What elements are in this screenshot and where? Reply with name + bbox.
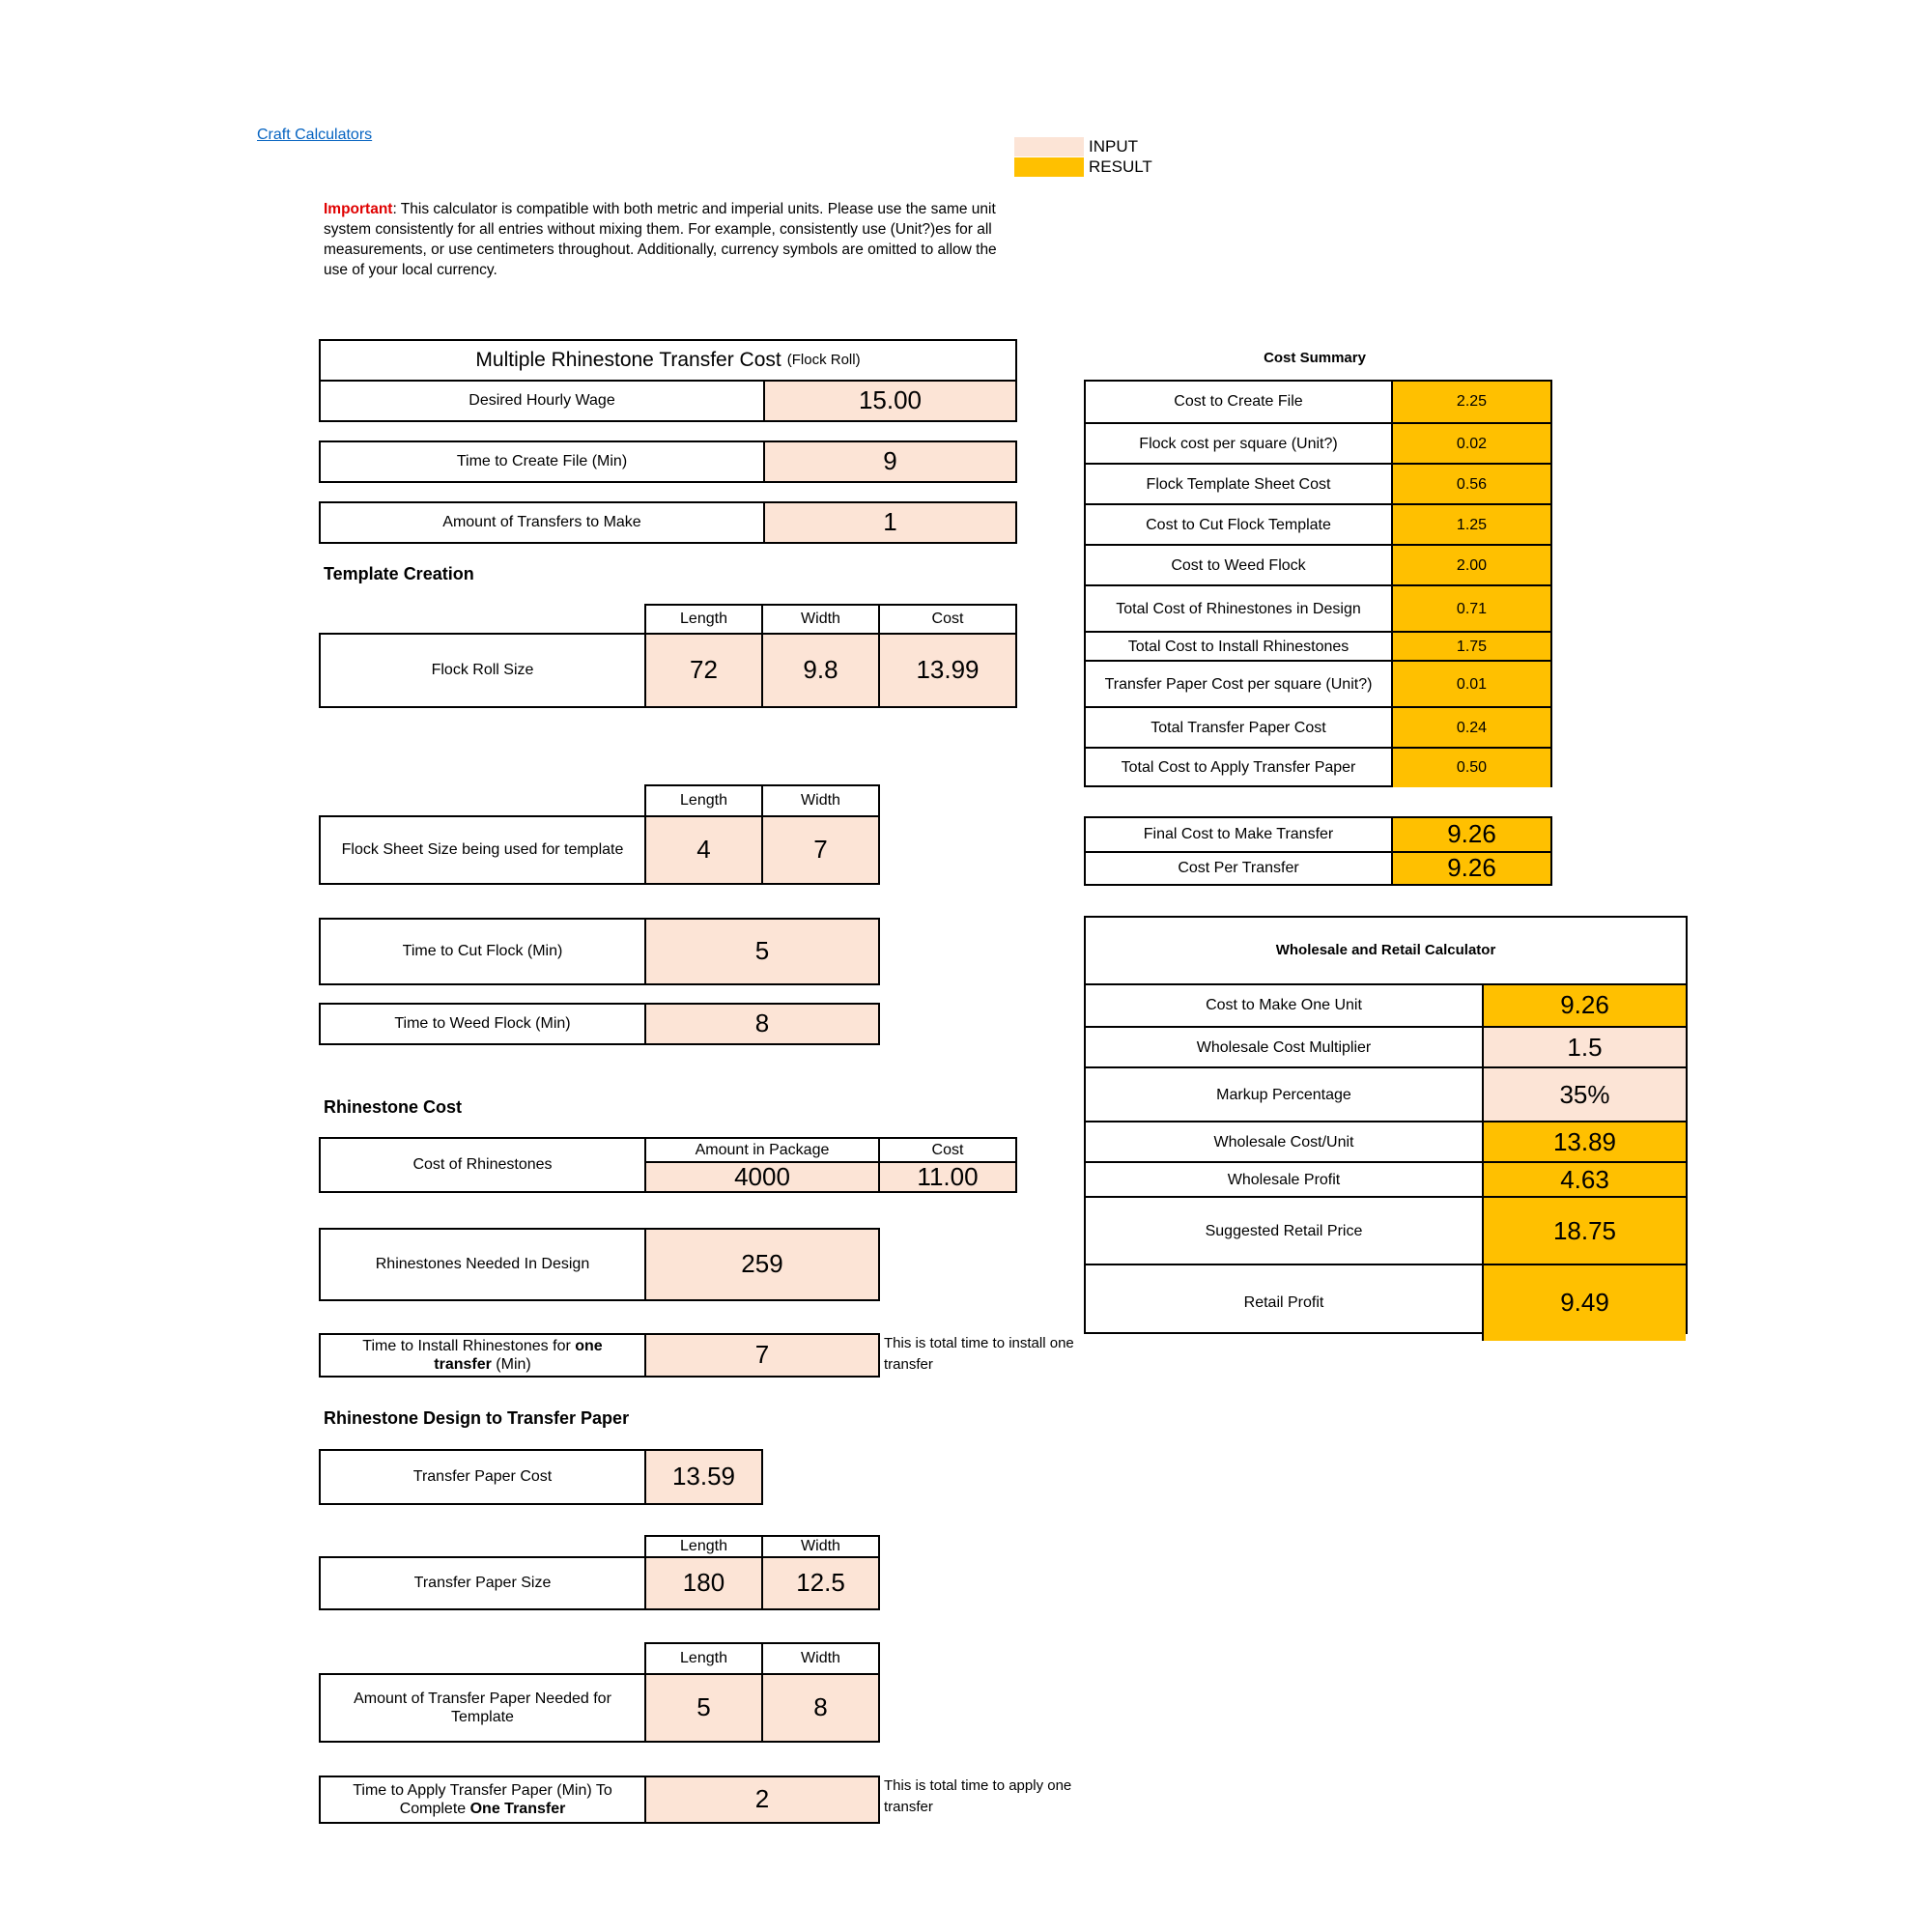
paper-size-row (319, 1556, 880, 1610)
summary-row-value: 2.00 (1391, 546, 1550, 586)
roll-header-cost: Cost (878, 604, 1017, 635)
wholesale-row (1086, 1026, 1686, 1068)
apply-time-row (319, 1776, 880, 1824)
transfers-label: Amount of Transfers to Make (442, 514, 641, 531)
rhinestones-needed-input[interactable]: 259 (646, 1230, 878, 1299)
summary-row (1086, 584, 1550, 633)
sheet-header-length: Length (644, 784, 763, 817)
hourly-wage-row (319, 380, 1017, 422)
paper-cost-label: Transfer Paper Cost (412, 1468, 553, 1486)
hourly-wage-label: Desired Hourly Wage (469, 392, 615, 410)
transfer-section-title: Rhinestone Design to Transfer Paper (324, 1408, 630, 1428)
summary-row-label: Cost to Create File (1174, 393, 1303, 411)
apply-time-note: This is total time to apply one transfer (884, 1777, 1072, 1815)
summary-row (1086, 706, 1550, 749)
apply-time-label: Time to Apply Transfer Paper (Min) To Complete One Transfer (353, 1781, 612, 1817)
legend-input-label: INPUT (1089, 137, 1138, 156)
wholesale-row-value: 13.89 (1482, 1122, 1686, 1163)
sheet-header-width: Width (761, 784, 880, 817)
roll-header-length: Length (644, 604, 763, 635)
summary-row-value: 0.71 (1391, 586, 1550, 633)
wholesale-row (1086, 1161, 1686, 1198)
wholesale-row-value: 18.75 (1482, 1198, 1686, 1265)
wholesale-row-value: 4.63 (1482, 1163, 1686, 1198)
summary-row-value: 0.56 (1391, 465, 1550, 505)
flock-roll-width-input[interactable]: 9.8 (763, 635, 878, 706)
final-cost-label: Final Cost to Make Transfer (1143, 826, 1334, 843)
flock-sheet-label: Flock Sheet Size being used for template (341, 841, 624, 859)
summary-row-label: Total Transfer Paper Cost (1151, 720, 1326, 737)
apply-time-input[interactable]: 2 (646, 1777, 878, 1822)
wholesale-row-label: Wholesale Cost Multiplier (1196, 1039, 1372, 1057)
transfers-input[interactable]: 1 (765, 503, 1015, 542)
install-time-input[interactable]: 7 (646, 1335, 878, 1376)
important-label: Important (324, 201, 393, 217)
weed-flock-input[interactable]: 8 (646, 1005, 878, 1043)
flock-sheet-row (319, 815, 880, 885)
cost-per-transfer-label: Cost Per Transfer (1178, 860, 1299, 877)
install-time-note: This is total time to install one transfer (884, 1335, 1074, 1373)
flock-roll-label: Flock Roll Size (431, 662, 534, 679)
create-file-input[interactable]: 9 (765, 442, 1015, 481)
cost-summary-table (1084, 380, 1552, 787)
paper-size-width-input[interactable]: 12.5 (763, 1558, 878, 1608)
wholesale-row-label: Cost to Make One Unit (1206, 997, 1362, 1014)
rhinestone-amount-input[interactable]: 4000 (646, 1163, 878, 1191)
calculator-title-box (319, 339, 1017, 382)
important-text: : This calculator is compatible with both metric and imperial units. Please use the same unit system consistently for all entries without mixing them. For example, consistently use (Unit?)es for all measurements, or use centimeters throughout. Additionally, currency symbols are omitted to allow the use of your local currency. (324, 201, 997, 278)
craft-calculators-link[interactable]: Craft Calculators (257, 127, 373, 143)
roll-header-width: Width (761, 604, 880, 635)
paper-needed-row (319, 1673, 880, 1743)
summary-row (1086, 503, 1550, 546)
rhinestone-cost-row (319, 1137, 1017, 1193)
summary-row (1086, 660, 1550, 708)
wholesale-row-value: 9.49 (1482, 1265, 1686, 1341)
summary-row-label: Total Cost to Install Rhinestones (1127, 639, 1350, 656)
wholesale-row-input[interactable]: 35% (1482, 1068, 1686, 1122)
summary-row (1086, 544, 1550, 586)
install-time-row (319, 1333, 880, 1378)
wholesale-row (1086, 1264, 1686, 1341)
paper-size-header-width: Width (761, 1535, 880, 1558)
wholesale-table (1084, 916, 1688, 1334)
wholesale-row (1086, 1066, 1686, 1122)
paper-needed-length-input[interactable]: 5 (646, 1675, 761, 1741)
calculator-title-small: (Flock Roll) (786, 352, 861, 368)
create-file-label: Time to Create File (Min) (456, 453, 628, 470)
final-cost-table (1084, 816, 1552, 886)
flock-roll-length-input[interactable]: 72 (646, 635, 761, 706)
create-file-row (319, 440, 1017, 483)
rhinestone-section-title: Rhinestone Cost (324, 1097, 463, 1117)
flock-sheet-length-input[interactable]: 4 (646, 817, 761, 883)
cost-summary-title: Cost Summary (1264, 350, 1366, 366)
wholesale-row-label: Wholesale Cost/Unit (1213, 1134, 1354, 1151)
wholesale-row-label: Wholesale Profit (1227, 1172, 1341, 1189)
summary-row-value: 0.01 (1391, 662, 1550, 708)
summary-row (1086, 463, 1550, 505)
paper-cost-row (319, 1449, 763, 1505)
rhinestone-header-amount: Amount in Package (695, 1141, 830, 1158)
paper-needed-label: Amount of Transfer Paper Needed for Template (354, 1690, 611, 1725)
wholesale-row-input[interactable]: 1.5 (1482, 1028, 1686, 1068)
paper-size-header-length: Length (644, 1535, 763, 1558)
summary-row-value: 0.02 (1391, 424, 1550, 465)
summary-row (1086, 747, 1550, 787)
legend-input-swatch (1014, 137, 1084, 156)
wholesale-row-label: Suggested Retail Price (1205, 1223, 1363, 1240)
flock-sheet-width-input[interactable]: 7 (763, 817, 878, 883)
summary-row-value: 0.24 (1391, 708, 1550, 749)
hourly-wage-input[interactable]: 15.00 (765, 382, 1015, 420)
weed-flock-row (319, 1003, 880, 1045)
summary-row-value: 0.50 (1391, 749, 1550, 787)
wholesale-row (1086, 1196, 1686, 1265)
important-note (324, 199, 1024, 280)
rhinestones-needed-row (319, 1228, 880, 1301)
cut-flock-input[interactable]: 5 (646, 920, 878, 983)
cut-flock-row (319, 918, 880, 985)
template-section-title: Template Creation (324, 564, 474, 583)
install-time-label: Time to Install Rhinestones for one transfer (Min) (362, 1337, 603, 1373)
flock-roll-row (319, 633, 1017, 708)
wholesale-title: Wholesale and Retail Calculator (1275, 942, 1496, 958)
paper-needed-header-length: Length (644, 1642, 763, 1675)
legend-result-label: RESULT (1089, 157, 1152, 176)
wholesale-row (1086, 985, 1686, 1026)
summary-row-value: 1.75 (1391, 633, 1550, 662)
final-cost-value: 9.26 (1393, 818, 1550, 851)
transfers-row (319, 501, 1017, 544)
paper-cost-input[interactable]: 13.59 (646, 1451, 761, 1503)
summary-row (1086, 382, 1550, 422)
summary-row-label: Total Cost of Rhinestones in Design (1116, 601, 1361, 618)
summary-row (1086, 422, 1550, 465)
paper-size-length-input[interactable]: 180 (646, 1558, 761, 1608)
summary-row-label: Flock Template Sheet Cost (1146, 476, 1331, 494)
rhinestone-cost-label: Cost of Rhinestones (412, 1156, 553, 1174)
rhinestones-needed-label: Rhinestones Needed In Design (375, 1256, 590, 1273)
summary-row (1086, 631, 1550, 662)
cut-flock-label: Time to Cut Flock (Min) (402, 943, 563, 960)
weed-flock-label: Time to Weed Flock (Min) (394, 1015, 571, 1033)
paper-needed-width-input[interactable]: 8 (763, 1675, 878, 1741)
calculator-title: Multiple Rhinestone Transfer Cost (475, 349, 781, 372)
wholesale-row-label: Retail Profit (1243, 1294, 1324, 1312)
paper-needed-header-width: Width (761, 1642, 880, 1675)
wholesale-row-label: Markup Percentage (1216, 1087, 1351, 1104)
wholesale-row (1086, 1121, 1686, 1163)
legend-result-swatch (1014, 157, 1084, 177)
rhinestone-cost-input[interactable]: 11.00 (880, 1163, 1015, 1191)
flock-roll-cost-input[interactable]: 13.99 (880, 635, 1015, 706)
paper-size-label: Transfer Paper Size (413, 1575, 552, 1592)
summary-row-label: Flock cost per square (Unit?) (1139, 436, 1338, 453)
summary-row-value: 1.25 (1391, 505, 1550, 546)
rhinestone-header-cost: Cost (931, 1141, 964, 1158)
summary-row-label: Transfer Paper Cost per square (Unit?) (1104, 676, 1373, 694)
summary-row-label: Total Cost to Apply Transfer Paper (1121, 759, 1356, 777)
wholesale-row-value: 9.26 (1482, 985, 1686, 1026)
cost-per-transfer-value: 9.26 (1393, 853, 1550, 884)
summary-row-value: 2.25 (1391, 382, 1550, 422)
summary-row-label: Cost to Weed Flock (1171, 557, 1306, 575)
summary-row-label: Cost to Cut Flock Template (1146, 517, 1331, 534)
